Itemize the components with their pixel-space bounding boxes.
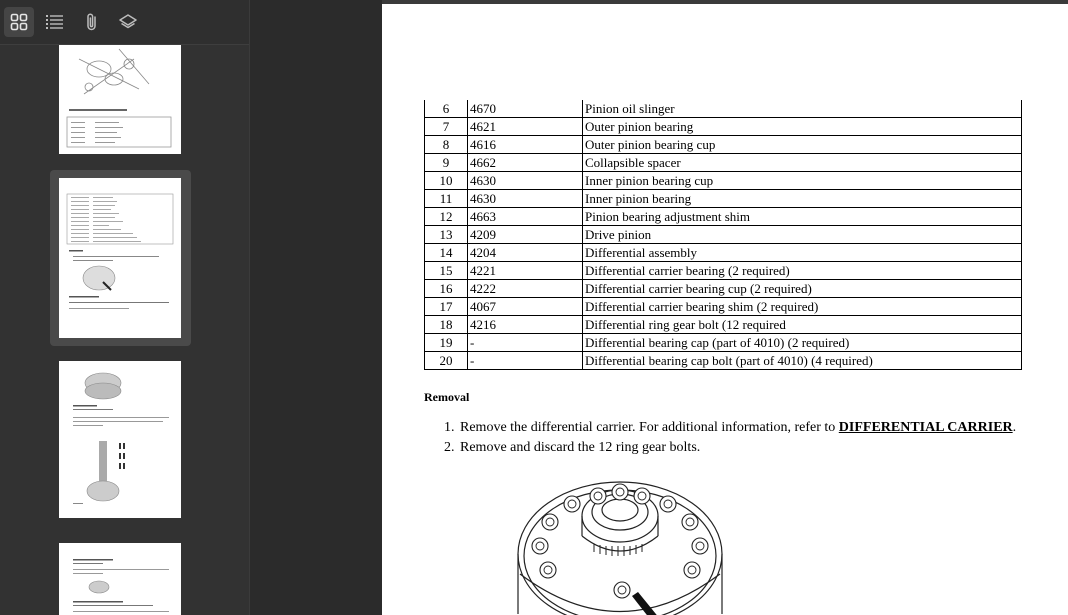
attachments-view-button[interactable]	[77, 7, 107, 37]
item-number-cell: 20	[425, 352, 468, 370]
step-1-end: .	[1012, 420, 1017, 435]
item-number-cell: 9	[425, 154, 468, 172]
description-cell: Inner pinion bearing cup	[583, 172, 1022, 190]
item-number-cell: 6	[425, 100, 468, 118]
parts-table-row	[425, 244, 1022, 262]
part-number-cell: 4616	[468, 136, 583, 154]
description-cell: Drive pinion	[583, 226, 1022, 244]
document-page	[382, 4, 1068, 615]
parts-table-row	[425, 136, 1022, 154]
item-number-cell: 19	[425, 334, 468, 352]
item-number-cell: 14	[425, 244, 468, 262]
page-thumbnail-image	[59, 543, 181, 615]
layers-view-button[interactable]	[113, 7, 143, 37]
section-heading-removal: Removal	[424, 390, 470, 404]
parts-table-row	[425, 154, 1022, 172]
parts-table-row	[425, 208, 1022, 226]
removal-steps-list	[438, 418, 1016, 458]
paperclip-icon	[83, 12, 101, 32]
step-2	[458, 438, 1016, 458]
part-number-cell: 4067	[468, 298, 583, 316]
part-number-cell: 4621	[468, 118, 583, 136]
description-cell: Differential ring gear bolt (12 required	[583, 316, 1022, 334]
thumbnail-list	[0, 45, 249, 615]
parts-table-row	[425, 100, 1022, 118]
exploded-view-diagram-thumbnail	[59, 45, 181, 154]
outline-list-icon	[45, 13, 65, 31]
description-cell: Differential bearing cap (part of 4010) (2 required)	[583, 334, 1022, 352]
parts-table-row	[425, 280, 1022, 298]
item-number-cell: 8	[425, 136, 468, 154]
parts-table-row	[425, 316, 1022, 334]
part-number-cell: 4670	[468, 100, 583, 118]
page-thumbnail-1[interactable]	[50, 45, 191, 159]
step-1-text: Remove the differential carrier. For additional information, refer to	[460, 420, 839, 435]
description-cell: Pinion oil slinger	[583, 100, 1022, 118]
sidebar-toolbar	[0, 0, 249, 45]
removal-steps-thumbnail	[59, 361, 181, 518]
page-thumbnail-image	[59, 178, 181, 338]
page-thumbnail-2[interactable]	[50, 170, 191, 346]
item-number-cell: 18	[425, 316, 468, 334]
step-2-text: Remove and discard the 12 ring gear bolts.	[460, 440, 701, 455]
description-cell: Differential carrier bearing (2 required)	[583, 262, 1022, 280]
page-thumbnail-4[interactable]	[50, 537, 191, 615]
description-cell: Outer pinion bearing	[583, 118, 1022, 136]
outline-view-button[interactable]	[40, 7, 70, 37]
item-number-cell: 17	[425, 298, 468, 316]
parts-table-row	[425, 172, 1022, 190]
sidebar	[0, 0, 250, 615]
part-number-cell: 4222	[468, 280, 583, 298]
layers-icon	[118, 13, 138, 31]
item-number-cell: 15	[425, 262, 468, 280]
parts-table-thumbnail	[59, 178, 181, 338]
item-number-cell: 11	[425, 190, 468, 208]
part-number-cell: 4209	[468, 226, 583, 244]
description-cell: Collapsible spacer	[583, 154, 1022, 172]
part-number-cell: -	[468, 352, 583, 370]
description-cell: Outer pinion bearing cup	[583, 136, 1022, 154]
part-number-cell: 4662	[468, 154, 583, 172]
item-number-cell: 12	[425, 208, 468, 226]
page-thumbnail-image	[59, 45, 181, 154]
description-cell: Differential assembly	[583, 244, 1022, 262]
parts-table-row	[425, 226, 1022, 244]
parts-table-row	[425, 190, 1022, 208]
part-number-cell: 4663	[468, 208, 583, 226]
installation-steps-thumbnail	[59, 543, 181, 615]
page-thumbnail-3[interactable]	[50, 355, 191, 520]
description-cell: Pinion bearing adjustment shim	[583, 208, 1022, 226]
parts-table	[424, 100, 1022, 370]
part-number-cell: 4216	[468, 316, 583, 334]
viewer-gutter	[250, 0, 382, 615]
item-number-cell: 10	[425, 172, 468, 190]
thumbnails-view-button[interactable]	[4, 7, 34, 37]
step-1	[458, 418, 1016, 438]
thumbnails-grid-icon	[10, 13, 28, 31]
description-cell: Differential carrier bearing cup (2 required)	[583, 280, 1022, 298]
parts-table-row	[425, 262, 1022, 280]
part-number-cell: 4204	[468, 244, 583, 262]
part-number-cell: 4630	[468, 190, 583, 208]
pointer-arrow-icon	[632, 592, 660, 615]
item-number-cell: 16	[425, 280, 468, 298]
page-thumbnail-image	[59, 361, 181, 518]
parts-table-row	[425, 352, 1022, 370]
differential-carrier-link[interactable]: DIFFERENTIAL CARRIER	[838, 420, 1013, 435]
item-number-cell: 13	[425, 226, 468, 244]
description-cell: Differential bearing cap bolt (part of 4010) (4 required)	[583, 352, 1022, 370]
parts-table-row	[425, 298, 1022, 316]
part-number-cell: -	[468, 334, 583, 352]
description-cell: Inner pinion bearing	[583, 190, 1022, 208]
ring-gear-bolts-illustration	[510, 474, 730, 615]
description-cell: Differential carrier bearing shim (2 required)	[583, 298, 1022, 316]
part-number-cell: 4630	[468, 172, 583, 190]
parts-table-row	[425, 118, 1022, 136]
part-number-cell: 4221	[468, 262, 583, 280]
item-number-cell: 7	[425, 118, 468, 136]
parts-table-row	[425, 334, 1022, 352]
